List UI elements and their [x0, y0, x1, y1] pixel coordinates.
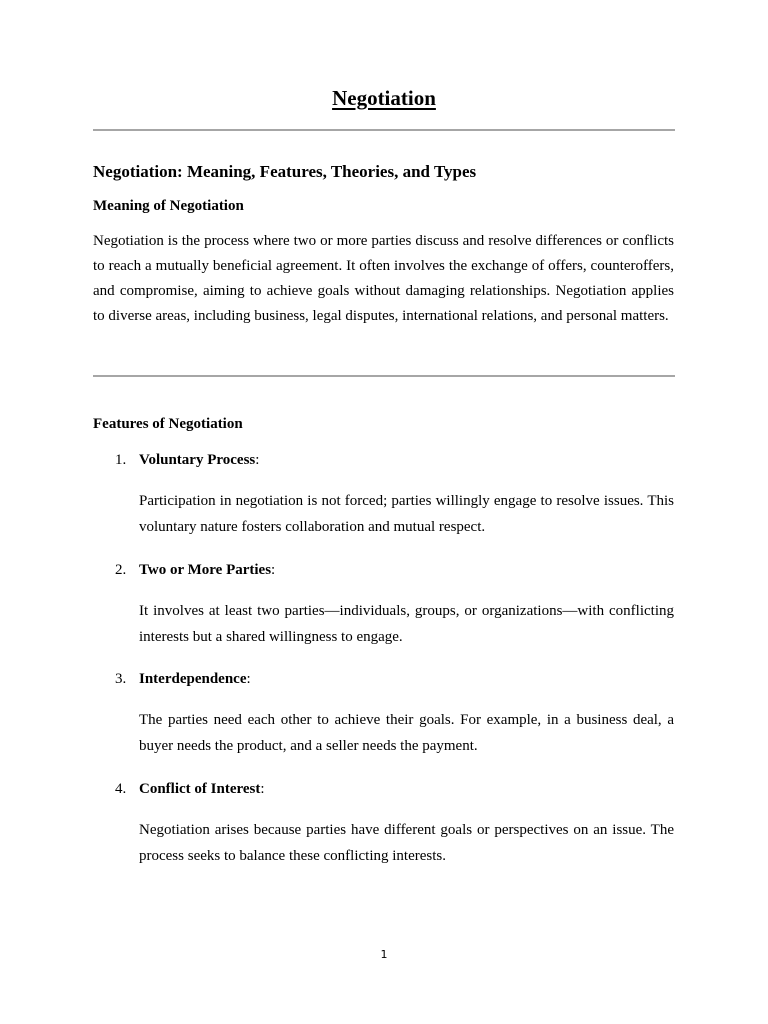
feature-number: 4. — [115, 781, 127, 797]
feature-label-suffix: : — [255, 452, 260, 468]
feature-label-suffix: : — [246, 671, 251, 687]
meaning-paragraph: Negotiation is the process where two or more parties discuss and resolve differences or conflicts to reach a mutually beneficial agreement. It often involves the exchange of offers, counteroffers, and compromise, aiming to achieve goals without damaging relationships. Negotiation applies to diverse areas, including business, legal disputes, international relations, and personal matters. — [93, 233, 674, 324]
feature-item — [93, 450, 674, 535]
page-number: 1 — [380, 948, 388, 961]
feature-item — [93, 560, 674, 645]
feature-description: It involves at least two parties—individuals, groups, or organizations—with conflicting interests but a shared willingness to engage. — [139, 603, 674, 645]
horizontal-divider — [93, 129, 675, 131]
feature-item — [93, 669, 674, 754]
feature-description: Participation in negotiation is not forced; parties willingly engage to resolve issues. This voluntary nature fosters collaboration and mutual respect. — [139, 493, 674, 535]
feature-label-suffix: : — [260, 781, 265, 797]
feature-label: Two or More Parties — [139, 562, 272, 578]
feature-description: The parties need each other to achieve their goals. For example, in a business deal, a buyer needs the product, and a seller needs the payment. — [139, 712, 674, 754]
feature-number: 2. — [115, 562, 127, 578]
meaning-heading: Meaning of Negotiation — [93, 198, 244, 214]
section-heading: Negotiation: Meaning, Features, Theories, and Types — [93, 162, 477, 181]
feature-number: 1. — [115, 452, 127, 468]
feature-label-suffix: : — [271, 562, 276, 578]
horizontal-divider — [93, 375, 675, 377]
feature-description: Negotiation arises because parties have different goals or perspectives on an issue. The process seeks to balance these conflicting interests. — [139, 822, 674, 864]
feature-item — [93, 779, 674, 864]
features-heading: Features of Negotiation — [93, 416, 243, 432]
feature-label: Interdependence — [139, 671, 247, 687]
page-title: Negotiation — [332, 86, 436, 110]
feature-number: 3. — [115, 671, 127, 687]
feature-label: Conflict of Interest — [139, 781, 261, 797]
feature-label: Voluntary Process — [139, 452, 256, 468]
